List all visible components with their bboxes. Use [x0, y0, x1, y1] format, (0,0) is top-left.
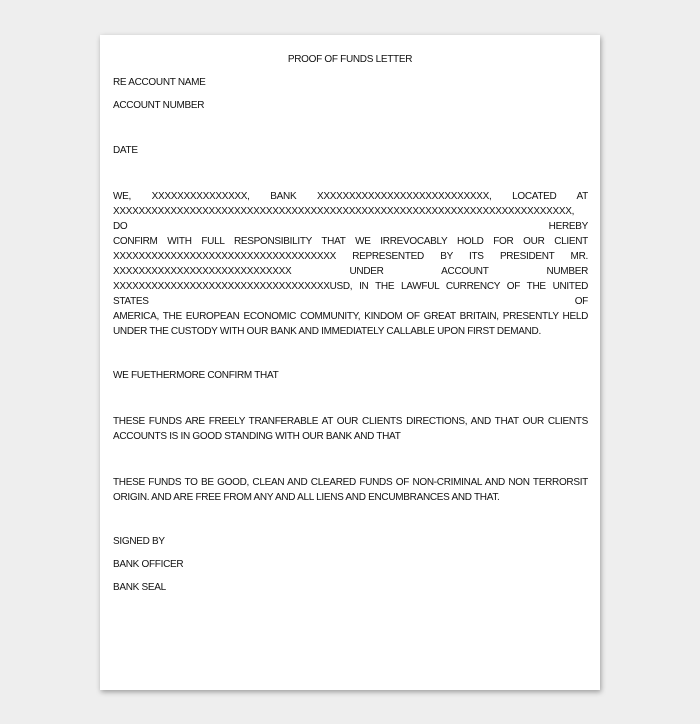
- paragraph-clean-funds: [113, 475, 588, 505]
- re-account-name: RE ACCOUNT NAME: [113, 77, 206, 88]
- paragraph-transferable: [113, 414, 588, 444]
- document-title: PROOF OF FUNDS LETTER: [287, 54, 413, 65]
- bank-seal: BANK SEAL: [113, 582, 166, 593]
- paragraph-line: CONFIRM WITH FULL RESPONSIBILITY THAT WE IRREVOCABLY HOLD FOR OUR CLIENT: [113, 236, 588, 247]
- document-page: [100, 35, 600, 690]
- paragraph-line: UNDER THE CUSTODY WITH OUR BANK AND IMMEDIATELY CALLABLE UPON FIRST DEMAND.: [113, 326, 541, 337]
- paragraph-line: ORIGIN. AND ARE FREE FROM ANY AND ALL LIENS AND ENCUMBRANCES AND THAT.: [113, 492, 500, 503]
- paragraph-funds-statement: [113, 189, 588, 339]
- paragraph-line: THESE FUNDS TO BE GOOD, CLEAN AND CLEARED FUNDS OF NON-CRIMINAL AND NON TERRORSIT: [113, 477, 588, 488]
- paragraph-line: ACCOUNTS IS IN GOOD STANDING WITH OUR BANK AND THAT: [113, 431, 401, 442]
- account-number: ACCOUNT NUMBER: [113, 100, 205, 111]
- bank-officer: BANK OFFICER: [113, 559, 184, 570]
- signed-by: SIGNED BY: [113, 536, 165, 547]
- paragraph-line: XXXXXXXXXXXXXXXXXXXXXXXXXXXX UNDER ACCOUNT NUMBER: [113, 266, 588, 277]
- paragraph-line: AMERICA, THE EUROPEAN ECONOMIC COMMUNITY, KINDOM OF GREAT BRITAIN, PRESENTLY HELD: [113, 311, 588, 322]
- paragraph-line: XXXXXXXXXXXXXXXXXXXXXXXXXXXXXXXXXXUSD, IN THE LAWFUL CURRENCY OF THE UNITED STATES OF: [113, 281, 588, 307]
- paragraph-line: THESE FUNDS ARE FREELY TRANFERABLE AT OUR CLIENTS DIRECTIONS, AND THAT OUR CLIENTS: [113, 416, 588, 427]
- furthermore-statement: WE FUETHERMORE CONFIRM THAT: [113, 370, 279, 381]
- paragraph-line: XXXXXXXXXXXXXXXXXXXXXXXXXXXXXXXXXXXXXXXXXXXXXXXXXXXXXXXXXXXXXXXXXXXXXXXX, DO HEREBY: [113, 206, 588, 232]
- paragraph-line: WE, XXXXXXXXXXXXXXX, BANK XXXXXXXXXXXXXXXXXXXXXXXXXXX, LOCATED AT: [113, 191, 588, 202]
- date: DATE: [113, 145, 138, 156]
- paragraph-line: XXXXXXXXXXXXXXXXXXXXXXXXXXXXXXXXXXX REPRESENTED BY ITS PRESIDENT MR.: [113, 251, 588, 262]
